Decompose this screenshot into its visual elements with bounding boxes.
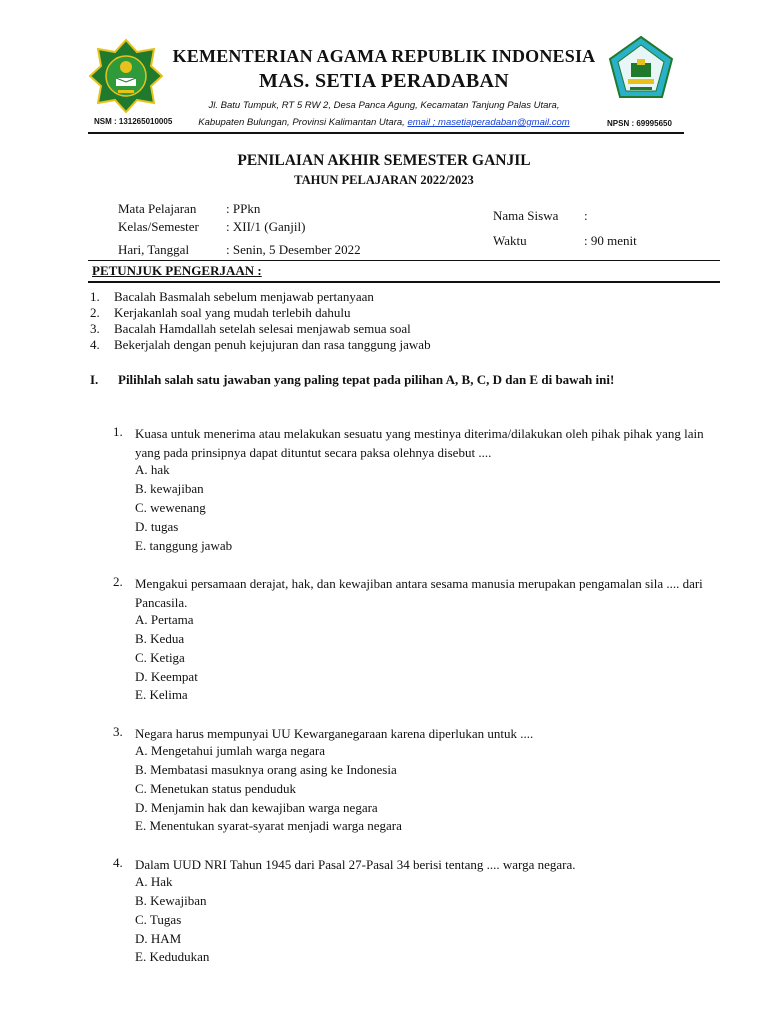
student-name-label: Nama Siswa: [493, 208, 559, 223]
section-number: I.: [90, 372, 99, 387]
question-number: 1.: [113, 424, 123, 439]
question-number: 2.: [113, 574, 123, 589]
school-name: MAS. SETIA PERADABAN: [259, 70, 509, 92]
time-value: : 90 menit: [584, 233, 637, 248]
option-c: C. wewenang: [135, 500, 206, 515]
email-link[interactable]: email ; masetiaperadaban@gmail.com: [407, 117, 570, 128]
direction-text: Bacalah Basmalah sebelum menjawab pertanyaan: [114, 289, 374, 304]
section-instruction: Pilihlah salah satu jawaban yang paling tepat pada pilihan A, B, C, D dan E di bawah ini!: [118, 372, 615, 387]
option-d: D. Keempat: [135, 669, 198, 684]
option-e: E. Menentukan syarat-syarat menjadi warga negara: [135, 818, 402, 833]
direction-item: [90, 289, 374, 305]
direction-item: [90, 321, 411, 337]
option-b: B. Kewajiban: [135, 893, 207, 908]
question-text: Negara harus mempunyai UU Kewarganegaraan karena diperlukan untuk ....: [135, 726, 534, 741]
question-number: 4.: [113, 855, 123, 870]
option-a: A. Mengetahui jumlah warga negara: [135, 743, 325, 758]
direction-num: 1.: [90, 289, 100, 304]
student-name-value: :: [584, 208, 588, 223]
ministry-name: KEMENTERIAN AGAMA REPUBLIK INDONESIA: [172, 46, 596, 66]
question-text: Dalam UUD NRI Tahun 1945 dari Pasal 27-Pasal 34 berisi tentang .... warga negara.: [135, 857, 576, 872]
address-line-1: Jl. Batu Tumpuk, RT 5 RW 2, Desa Panca Agung, Kecamatan Tanjung Palas Utara,: [208, 100, 560, 111]
question-number: 3.: [113, 724, 123, 739]
class-label: Kelas/Semester: [118, 219, 199, 234]
date-label: Hari, Tanggal: [118, 242, 190, 257]
class-value: : XII/1 (Ganjil): [226, 219, 306, 234]
direction-text: Kerjakanlah soal yang mudah terlebih dahulu: [114, 305, 351, 320]
info-divider-top: [88, 260, 720, 261]
info-divider-bottom: [88, 281, 720, 283]
option-b: B. kewajiban: [135, 481, 204, 496]
exam-year: TAHUN PELAJARAN 2022/2023: [294, 173, 474, 187]
direction-item: [90, 305, 350, 321]
option-a: A. Pertama: [135, 612, 194, 627]
option-b: B. Kedua: [135, 631, 185, 646]
option-c: C. Tugas: [135, 912, 182, 927]
directions-heading: PETUNJUK PENGERJAAN :: [92, 263, 262, 278]
option-d: D. tugas: [135, 519, 179, 534]
option-e: E. tanggung jawab: [135, 538, 233, 553]
question-text: Mengakui persamaan derajat, hak, dan kewajiban antara sesama manusia merupakan pengamalan sila .... dari Pancasila.: [135, 576, 703, 610]
direction-text: Bekerjalah dengan penuh kejujuran dan rasa tanggung jawab: [114, 337, 431, 352]
option-d: D. Menjamin hak dan kewajiban warga negara: [135, 800, 378, 815]
nsm-label: NSM : 131265010005: [94, 117, 173, 126]
date-value: : Senin, 5 Desember 2022: [226, 242, 361, 257]
option-d: D. HAM: [135, 931, 182, 946]
option-b: B. Membatasi masuknya orang asing ke Indonesia: [135, 762, 397, 777]
option-c: C. Menetukan status penduduk: [135, 781, 297, 796]
subject-label: Mata Pelajaran: [118, 201, 197, 216]
exam-title: PENILAIAN AKHIR SEMESTER GANJIL: [237, 152, 531, 169]
option-c: C. Ketiga: [135, 650, 185, 665]
npsn-label: NPSN : 69995650: [607, 119, 672, 128]
time-label: Waktu: [493, 233, 527, 248]
direction-num: 2.: [90, 305, 100, 320]
direction-item: [90, 337, 431, 353]
direction-text: Bacalah Hamdallah setelah selesai menjawab semua soal: [114, 321, 411, 336]
header-divider: [88, 132, 684, 134]
option-a: A. Hak: [135, 874, 173, 889]
subject-value: : PPkn: [226, 201, 261, 216]
address-line-2-text: Kabupaten Bulungan, Provinsi Kalimantan Utara,: [198, 117, 408, 128]
direction-num: 4.: [90, 337, 100, 352]
question-text: Kuasa untuk menerima atau melakukan sesuatu yang mestinya diterima/dilakukan oleh pihak pihak yang lain yang pada prinsipnya dapat dituntut secara paksa olehnya disebut ....: [135, 426, 704, 460]
direction-num: 3.: [90, 321, 100, 336]
option-e: E. Kelima: [135, 687, 188, 702]
option-e: E. Kedudukan: [135, 949, 210, 964]
option-a: A. hak: [135, 462, 170, 477]
